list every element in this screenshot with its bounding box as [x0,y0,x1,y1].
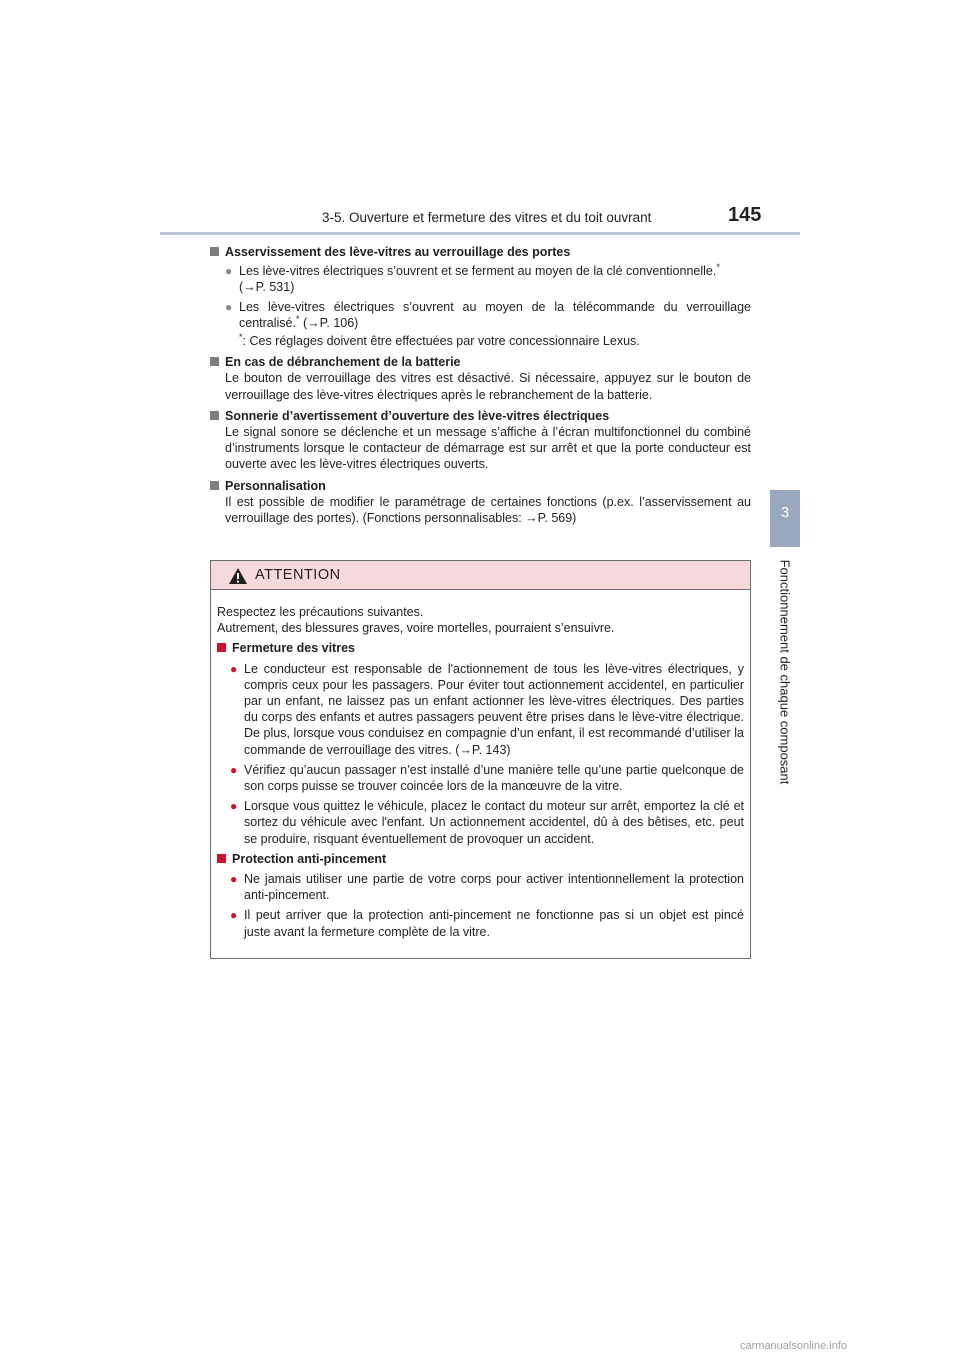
page-reference-link[interactable]: (→P. 531) [239,280,295,295]
list-item: ● Lorsque vous quittez le véhicule, placez le contact du moteur sur arrêt, emportez la clé et sortez du véhicule avec l'enfant. Un actionnement accidentel, dû à des bêtises, etc. peut se produire, risquant éventuellement de provoquer un accident. [230,799,744,846]
section-personnalisation [210,478,751,527]
section-asservissement [210,244,751,349]
section-batterie [210,354,751,403]
square-bullet-icon [210,481,219,490]
chapter-number: 3 [780,504,790,521]
footnote: *: Ces réglages doivent être effectuées par votre concessionnaire Lexus. [239,331,640,349]
warning-box [210,560,751,959]
red-circle-bullet-icon: ● [230,762,238,777]
warning-title: ATTENTION [255,567,341,583]
section-text: Le bouton de verrouillage des vitres est désactivé. Si nécessaire, appuyez sur le bouton de verrouillage des lève-vitres électriques après le rebranchement de la batterie. [225,371,751,402]
page-number: 145 [728,204,762,226]
header-rule [160,232,800,235]
warning-group-heading: Protection anti-pincement [232,851,387,866]
red-circle-bullet-icon: ● [230,799,238,814]
main-content [210,244,751,531]
list-item: ● Ne jamais utiliser une partie de votre corps pour activer intentionnellement la protection anti-pincement. [230,872,744,903]
red-circle-bullet-icon: ● [230,872,238,887]
red-circle-bullet-icon: ● [230,908,238,923]
square-bullet-icon [210,411,219,420]
list-item: ● Vérifiez qu’aucun passager n’est installé d’une manière telle qu’une partie quelconque de son corps puisse se trouver coincée lors de la manœuvre de la vitre. [230,762,744,794]
list-item: ● Il peut arriver que la protection anti-pincement ne fonctionne pas si un objet est pincé juste avant la fermeture complète de la vitre. [230,908,744,939]
red-square-bullet-icon [217,643,226,652]
page-header [160,202,800,232]
section-heading: En cas de débranchement de la batterie [225,355,461,370]
page-reference-link[interactable]: (→P. 106) [302,315,359,330]
section-text: Il est possible de modifier le paramétrage de certaines fonctions (p.ex. l’asservissement au verrouillage des portes). (Fonctions personnalisables: →P. 569) [225,494,751,526]
circle-bullet-icon: ● [225,299,233,314]
red-circle-bullet-icon: ● [230,661,238,676]
section-title: 3-5. Ouverture et fermeture des vitres et du toit ouvrant [322,210,652,225]
section-heading: Personnalisation [225,478,326,493]
square-bullet-icon [210,247,219,256]
warning-triangle-icon [228,567,248,585]
watermark: carmanualsonline.info [740,1340,848,1352]
circle-bullet-icon: ● [225,264,233,279]
warning-group-heading: Fermeture des vitres [232,641,355,656]
section-heading: Sonnerie d’avertissement d’ouverture des lève-vitres électriques [225,408,610,423]
warning-intro: Autrement, des blessures graves, voire mortelles, pourraient s’ensuivre. [217,621,615,636]
list-item: ● Les lève-vitres électriques s’ouvrent au moyen de la télécommande du verrouillage centralisé.* (→P. 106) [225,299,751,330]
section-heading: Asservissement des lève-vitres au verrouillage des portes [225,245,571,259]
section-text: Le signal sonore se déclenche et un message s’affiche à l’écran multifonctionnel du combiné d’instruments lorsque le contacteur de démarrage est sur arrêt et que la porte conducteur est ouverte avec les lève-vitres électriques ouverts. [225,425,751,472]
chapter-label: Fonctionnement de chaque composant [777,559,793,785]
warning-header [211,561,750,590]
chapter-tab [770,490,800,547]
section-sonnerie [210,408,751,473]
warning-intro: Respectez les précautions suivantes. [217,605,424,619]
list-item: ● Les lève-vitres électriques s’ouvrent et se ferment au moyen de la clé conventionnelle.* (→P. 531) [225,262,720,295]
warning-body [211,590,750,940]
red-square-bullet-icon [217,854,226,863]
square-bullet-icon [210,357,219,366]
list-item: ● Le conducteur est responsable de l'actionnement de tous les lève-vitres électriques, y compris ceux pour les passagers. Pour éviter tout actionnement accidentel, en particulier par un enfant, ne laissez pas un enfant actionner les lève-vitres électriques. Des parties du corps des enfants et autres passagers peuvent être prises dans le lève-vitre électrique. De plus, lorsque vous conduisez en compagnie d’un enfant, il est recommandé d’utiliser la commande de verrouillage des vitres. (→P. 143) [230,661,744,757]
